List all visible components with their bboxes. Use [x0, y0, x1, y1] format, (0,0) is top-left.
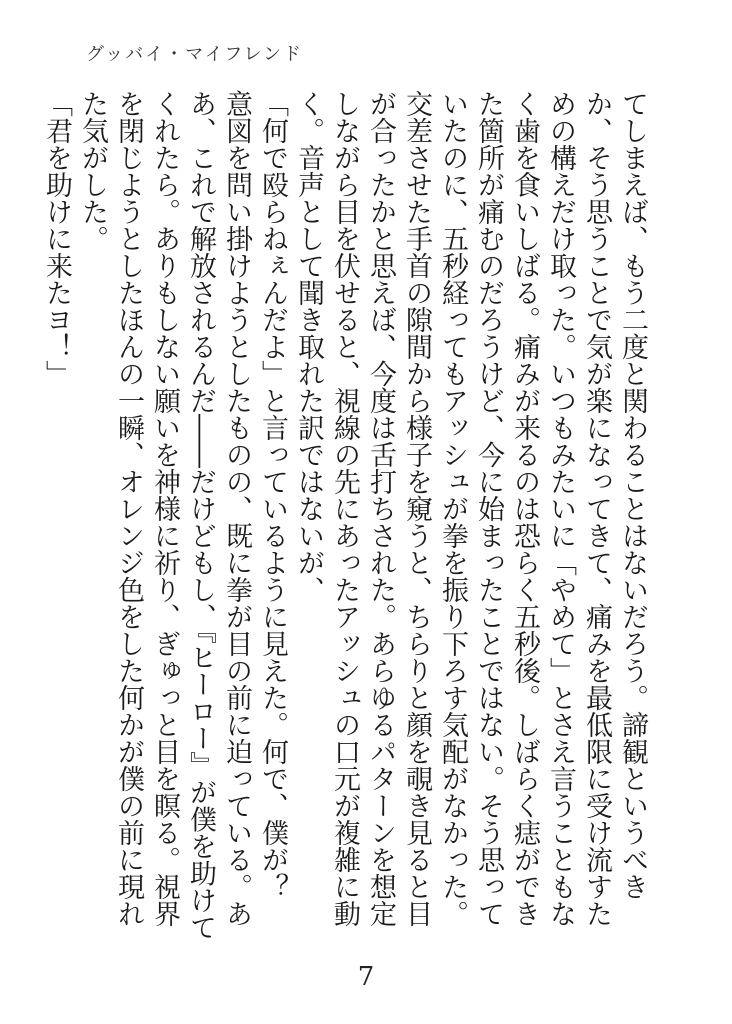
- paragraph-3: 「君を助けに来たヨ！」: [41, 90, 72, 387]
- paragraph-2: 「何で殴らねぇんだよ」と言っているように見えた。何で、僕が？ 意図を問い掛けようとしたものの、既に拳が目の前に迫っている。ああ、これで解放されるんだ――だけどもし、『ヒーロー』が僕を助けてくれたら。ありもしない願いを神様に祈り、ぎゅっと目を瞑る。視界を閉じようとしたほんの一瞬、オレンジ色をした何かが僕の前に現れた気がした。: [77, 90, 288, 941]
- page-number: 7: [357, 962, 375, 992]
- running-header-title: グッバイ・マイフレンド: [86, 44, 304, 65]
- body-text: [41, 90, 650, 950]
- paragraph-1: てしまえば、もう二度と関わることはないだろう。諦観というべきか、そう思うことで気が楽になってきて、痛みを最低限に受け流すための構えだけ取った。いつもみたいに「やめて」とさえ言うこともなく歯を食いしばる。痛みが来るのは恐らく五秒後。しばらく痣ができた箇所が痛むのだろうけど、今に始まったことではない。そう思っていたのに、五秒経ってもアッシュが拳を振り下ろす気配がなかった。交差させた手首の隙間から様子を窺うと、ちらりと顔を覗き見ると目が合ったかと思えば、今度は舌打ちされた。あらゆるパターンを想定しながら目を伏せると、視線の先にあったアッシュの口元が複雑に動く。音声として聞き取れた訳ではないが、: [293, 90, 648, 927]
